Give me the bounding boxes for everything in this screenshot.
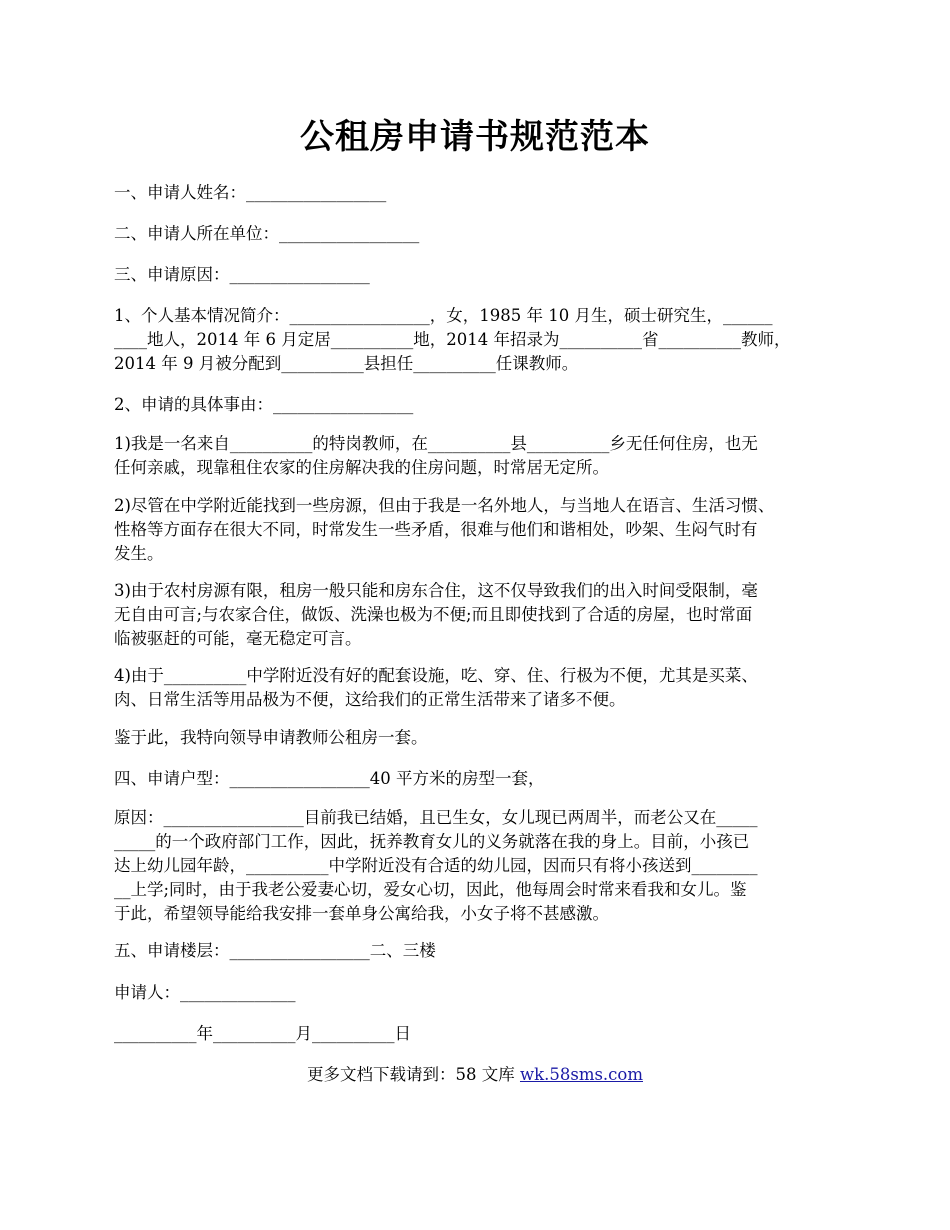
date-line: __________年__________月__________日 xyxy=(114,1024,411,1043)
personal-intro-paragraph: 1、个人基本情况简介：_________________，女，1985 年 10 月生，硕士研究生，______ ____地人，2014 年 6 月定居__________地，2014 年招录为__________省__________教师， 2014 年 9 月被分配到__________县担任__________任课教师。 xyxy=(114,306,791,373)
conclusion-line: 鉴于此，我特向领导申请教师公租房一套。 xyxy=(114,728,428,747)
application-reason-line: 三、申请原因：_________________ xyxy=(114,265,370,284)
document-title: 公租房申请书规范范本 xyxy=(300,117,650,157)
applicant-name-line: 一、申请人姓名：_________________ xyxy=(114,183,387,202)
applicant-unit-line: 二、申请人所在单位：_________________ xyxy=(114,224,420,243)
unit-reason-paragraph: 原因：_________________目前我已结婚，且已生女，女儿现已两周半，而老公又在_____ _____的一个政府部门工作，因此，抚养教育女儿的义务就落在我的身上。目前，小孩已 达上幼儿园年龄，__________中学附近没有合适的幼儿园，因而只有将小孩送到________ __上学;同时，由于我老公爱妻心切，爱女心切，因此，他每周会时常来看我和女儿。鉴 于此，希望领导能给我安排一套单身公寓给我，小女子将不甚感激。 xyxy=(114,808,758,923)
reason-point-3: 3)由于农村房源有限，租房一般只能和房东合住，这不仅导致我们的出入时间受限制，毫 无自由可言;与农家合住，做饭、洗澡也极为不便;而且即使找到了合适的房屋，也时常面 临被驱赶的可能，毫无稳定可言。 xyxy=(114,581,758,648)
reason-point-1: 1)我是一名来自__________的特岗教师，在__________县__________乡无任何住房，也无 任何亲戚，现靠租住农家的住房解决我的住房问题，时常居无定所。 xyxy=(114,434,758,477)
specific-reason-line: 2、申请的具体事由：_________________ xyxy=(114,395,414,414)
reason-point-2: 2)尽管在中学附近能找到一些房源，但由于我是一名外地人，与当地人在语言、生活习惯、 性格等方面存在很大不同，时常发生一些矛盾，很难与他们和谐相处，吵架、生闷气时有 发生。 xyxy=(114,496,775,563)
footer xyxy=(0,1063,950,1087)
floor-line: 五、申请楼层：_________________二、三楼 xyxy=(114,941,436,960)
footer-link[interactable]: wk.58sms.com xyxy=(519,1065,643,1084)
unit-type-line: 四、申请户型：_________________40 平方米的房型一套， xyxy=(114,769,545,788)
footer-text: 更多文档下载请到：58 文库 xyxy=(306,1065,520,1084)
applicant-signature-line: 申请人：______________ xyxy=(114,983,296,1002)
reason-point-4: 4)由于__________中学附近没有好的配套设施，吃、穿、住、行极为不便，尤其是买菜、 肉、日常生活等用品极为不便，这给我们的正常生活带来了诸多不便。 xyxy=(114,666,758,709)
